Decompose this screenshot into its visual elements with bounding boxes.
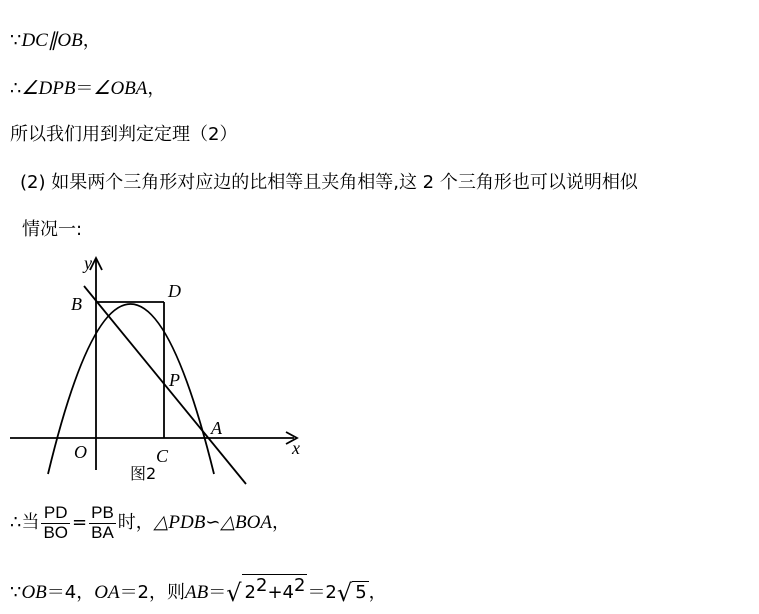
angle-dpb: ∠DPB: [21, 78, 76, 99]
theorem-reference: 所以我们用到判定定理（2）: [10, 124, 238, 145]
equals-sign: ＝: [208, 582, 227, 603]
radicand-five: 5: [355, 582, 367, 603]
geometry-figure: [8, 252, 328, 492]
word-ze: 则: [167, 582, 186, 603]
punctuation: ，: [147, 78, 166, 99]
similar-symbol: ∽: [205, 512, 221, 534]
parallel-expression: DC∥OB: [21, 30, 83, 51]
label-x: x: [292, 438, 300, 458]
oa-value: ＝2，: [119, 582, 168, 603]
label-o: O: [74, 442, 87, 462]
radicand-base: 2: [244, 582, 256, 603]
equals-sign: ＝: [75, 78, 94, 99]
radicand: [352, 581, 368, 603]
similarity-condition: [10, 504, 290, 542]
word-dang: 当: [21, 512, 40, 534]
fraction-pd-bo: [41, 504, 70, 542]
fraction-pb-ba: [89, 504, 116, 542]
punctuation: ，: [271, 512, 290, 534]
radicand-base: 4: [282, 582, 294, 603]
statement-dc-parallel-ob: [10, 26, 101, 52]
radicand-exponent: 2: [255, 575, 268, 596]
radicand: [242, 574, 308, 603]
because-symbol: ∵: [10, 30, 22, 51]
segment-oa: OA: [94, 582, 120, 603]
fraction-numerator: PD: [41, 504, 70, 524]
theorem-statement: (2) 如果两个三角形对应边的比相等且夹角相等,这 2 个三角形也可以说明相似: [20, 172, 638, 193]
word-shi: 时，: [117, 512, 154, 534]
ob-value: ＝4，: [46, 582, 95, 603]
label-d: D: [168, 281, 181, 301]
fraction-denominator: BO: [43, 522, 69, 542]
segment-ab: AB: [185, 582, 209, 603]
label-b: B: [71, 294, 82, 314]
because-symbol: ∵: [10, 582, 22, 603]
therefore-symbol: ∴: [10, 78, 22, 99]
segment-ob: OB: [21, 582, 47, 603]
parabola: [48, 304, 214, 474]
ab-length-computation: [10, 574, 387, 607]
equals-sign: =: [72, 512, 88, 534]
punctuation: ，: [368, 582, 387, 603]
fraction-numerator: PB: [91, 503, 114, 522]
case-one-heading: 情况一:: [22, 219, 83, 240]
triangle-boa: △BOA: [220, 512, 272, 534]
label-p: P: [169, 370, 180, 390]
figure-caption: 图2: [130, 464, 157, 483]
radical-sign: √: [226, 579, 242, 607]
triangle-pdb: △PDB: [153, 512, 206, 534]
label-c: C: [156, 446, 169, 466]
label-y: y: [84, 253, 92, 273]
fraction-denominator: BA: [91, 522, 114, 542]
plus-sign: +: [267, 582, 283, 603]
radical-sign: √: [336, 579, 353, 607]
radicand-exponent: 2: [293, 575, 306, 596]
angle-oba: ∠OBA: [93, 78, 148, 99]
punctuation: ，: [82, 30, 101, 51]
therefore-symbol: ∴: [10, 512, 22, 534]
statement-angle-equality: [10, 74, 165, 100]
result-coefficient: ＝2: [307, 582, 337, 603]
label-a: A: [211, 418, 222, 438]
